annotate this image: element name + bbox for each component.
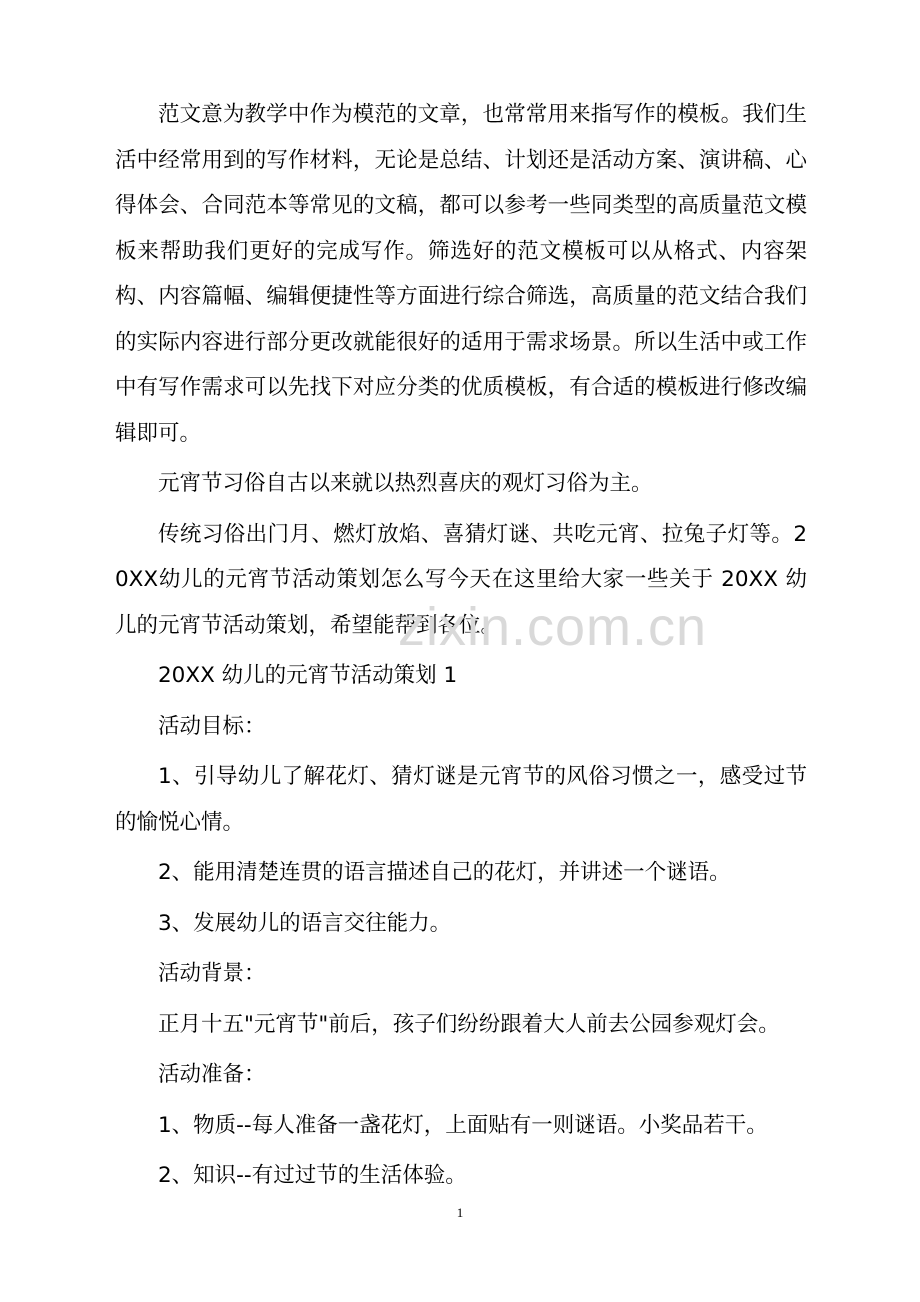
intro-paragraph: 范文意为教学中作为模范的文章，也常常用来指写作的模板。我们生活中经常用到的写作材料，无论是总结、计划还是活动方案、演讲稿、心得体会、合同范本等常见的文稿，都可以参考一些同类型的高质量范文模板来帮助我们更好的完成写作。筛选好的范文模板可以从格式、内容架构、内容篇幅、编辑便捷性等方面进行综合筛选，高质量的范文结合我们的实际内容进行部分更改就能很好的适用于需求场景。所以生活中或工作中有写作需求可以先找下对应分类的优质模板，有合适的模板进行修改编辑即可。: [115, 102, 807, 446]
plan-title: 20XX 幼儿的元宵节活动策划 1: [158, 663, 458, 688]
lantern-custom-paragraph: 元宵节习俗自古以来就以热烈喜庆的观灯习俗为主。: [158, 471, 653, 496]
goal-item-3: 3、发展幼儿的语言交往能力。: [158, 910, 452, 936]
preparation-item-2: 2、知识--有过过节的生活体验。: [158, 1163, 467, 1188]
page-number: 1: [456, 1205, 464, 1220]
goals-heading: 活动目标：: [158, 713, 266, 739]
document-body: [115, 92, 807, 1199]
background-paragraph: 正月十五"元宵节"前后，孩子们纷纷跟着大人前去公园参观灯会。: [158, 1011, 780, 1037]
goal-item-1: 1、引导幼儿了解花灯、猜灯谜是元宵节的风俗习惯之一，感受过节的愉悦心情。: [115, 764, 807, 835]
traditions-paragraph: 传统习俗出门月、燃灯放焰、喜猜灯谜、共吃元宵、拉兔子灯等。20XX幼儿的元宵节活动策划怎么写今天在这里给大家一些关于 20XX 幼儿的元宵节活动策划，希望能帮到各位。: [115, 521, 807, 638]
background-heading: 活动背景：: [158, 961, 266, 986]
watermark: zixin.com.cn: [398, 597, 708, 657]
preparation-heading: 活动准备：: [158, 1062, 266, 1087]
goal-item-2: 2、能用清楚连贯的语言描述自己的花灯，并讲述一个谜语。: [158, 860, 731, 885]
preparation-item-1: 1、物质--每人准备一盏花灯，上面贴有一则谜语。小奖品若干。: [158, 1112, 768, 1138]
